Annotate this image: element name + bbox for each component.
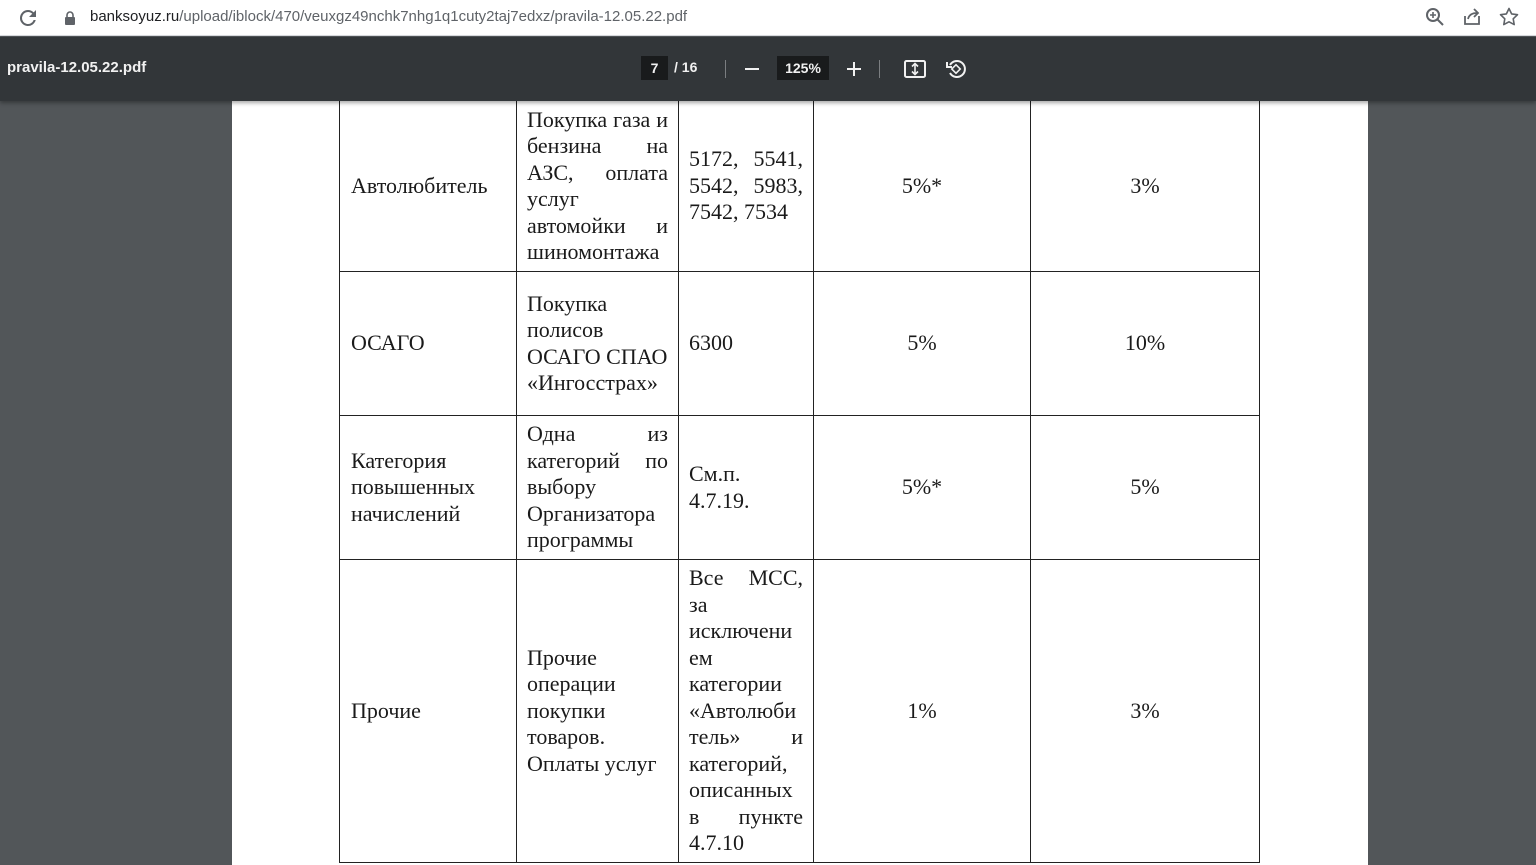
share-icon[interactable] [1460, 5, 1484, 29]
lock-icon[interactable] [64, 10, 76, 26]
category-cell: Автолюбитель [340, 101, 517, 272]
table-row [340, 272, 1260, 416]
reload-icon[interactable] [16, 6, 40, 30]
rate-cell: 5% [814, 272, 1031, 416]
zoom-level-input[interactable]: 125% [777, 56, 829, 80]
mcc-cell: 5172, 5541, 5542, 5983, 7542, 7534 [679, 101, 814, 272]
file-title: pravila-12.05.22.pdf [7, 59, 147, 76]
description-cell: Покупка полисов ОСАГО СПАО «Ингосстрах» [517, 272, 679, 416]
mcc-cell: 6300 [679, 272, 814, 416]
description-cell: Покупка газа и бензина на АЗС, оплата услуг автомойки и шиномонтажа [517, 101, 679, 272]
rate-cell: 3% [1031, 560, 1260, 863]
url-field[interactable] [90, 8, 687, 25]
zoom-out-icon[interactable] [740, 57, 764, 81]
category-cell: ОСАГО [340, 272, 517, 416]
description-cell: Одна из категорий по выбору Организатора программы [517, 416, 679, 560]
rotate-icon[interactable] [944, 57, 968, 81]
url-path: /upload/iblock/470/veuxgz49nchk7nhg1q1cuty2taj7edxz/pravila-12.05.22.pdf [179, 8, 688, 25]
toolbar-divider [725, 60, 726, 78]
table-row [340, 560, 1260, 863]
category-cell: Прочие [340, 560, 517, 863]
mcc-cell: См.п. 4.7.19. [679, 416, 814, 560]
rate-cell: 5% [1031, 416, 1260, 560]
page-number-input[interactable]: 7 [641, 56, 668, 80]
table-row [340, 101, 1260, 272]
rate-cell: 1% [814, 560, 1031, 863]
pdf-page [232, 100, 1368, 865]
mcc-cell: Все МСС, за исключени ем категории «Автолюби тель» и категорий, описанных в пункте 4.7.10 [679, 560, 814, 863]
bookmark-star-icon[interactable] [1497, 5, 1521, 29]
table-row [340, 416, 1260, 560]
description-cell: Прочие операции покупки товаров. Оплаты услуг [517, 560, 679, 863]
address-bar [0, 0, 1536, 36]
zoom-in-icon[interactable] [842, 57, 866, 81]
url-host: banksoyuz.ru [90, 8, 180, 25]
cashback-table [339, 100, 1260, 863]
page-total: / 16 [674, 59, 698, 75]
pdf-toolbar [0, 37, 1536, 101]
zoom-icon[interactable] [1423, 5, 1447, 29]
rate-cell: 10% [1031, 272, 1260, 416]
toolbar-divider [879, 60, 880, 78]
fit-page-icon[interactable] [903, 57, 927, 81]
rate-cell: 5%* [814, 416, 1031, 560]
category-cell: Категория повышенных начислений [340, 416, 517, 560]
rate-cell: 3% [1031, 101, 1260, 272]
rate-cell: 5%* [814, 101, 1031, 272]
